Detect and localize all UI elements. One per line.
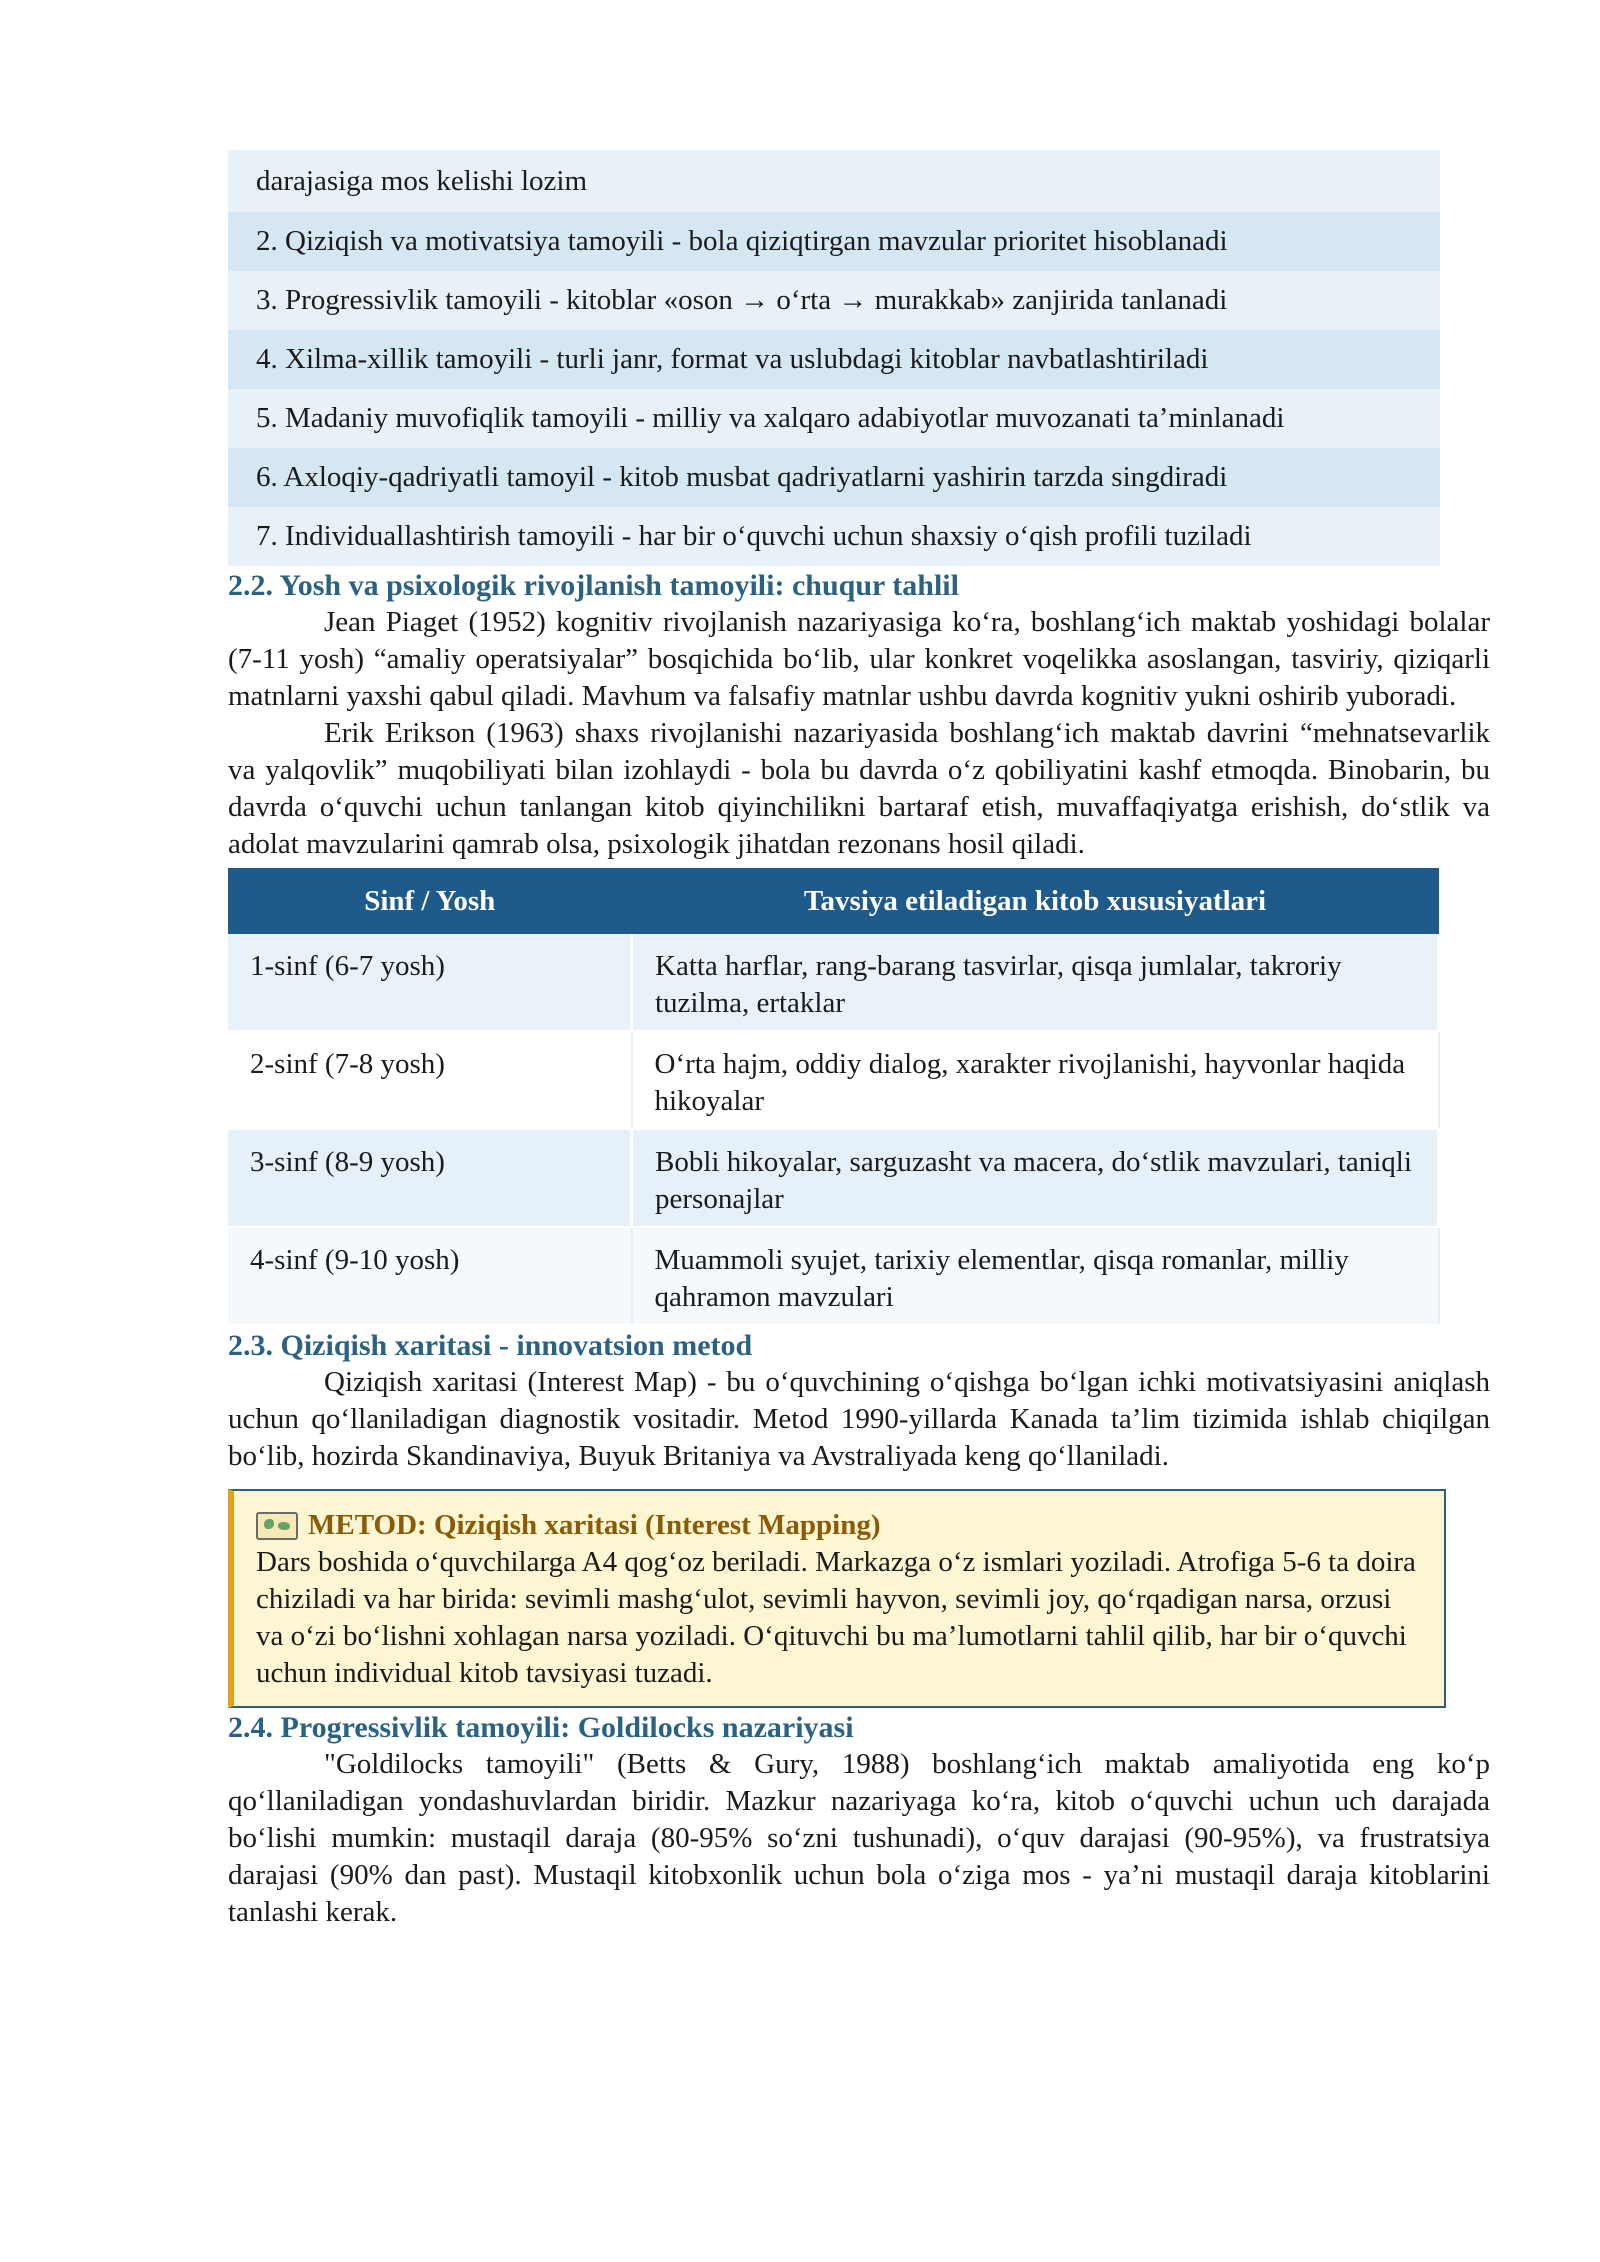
list-item: 4. Xilma-xillik tamoyili - turli janr, format va uslubdagi kitoblar navbatlashtiriladi: [228, 330, 1440, 389]
table-row: [228, 934, 1439, 1031]
paragraph-erikson: Erik Erikson (1963) shaxs rivojlanishi nazariyasida boshlang‘ich maktab davrini “mehnatsevarlik va yalqovlik” muqobiliyati bilan izohlaydi - bola bu davrda o‘z qobiliyatini kashf etmoqda. Binobarin, bu davrda o‘quvchi uchun tanlangan kitob qiyinchilikni bartaraf etish, muvaffaqiyatga erishish, do‘stlik va adolat mavzularini qamrab olsa, psixologik jihatdan rezonans hosil qiladi.: [228, 717, 1490, 860]
table-cell: 3-sinf (8-9 yosh): [228, 1129, 632, 1227]
list-item: darajasiga mos kelishi lozim: [228, 150, 1440, 212]
list-item: 5. Madaniy muvofiqlik tamoyili - milliy va xalqaro adabiyotlar muvozanati ta’minlanadi: [228, 389, 1440, 448]
section-heading-2-3: 2.3. Qiziqish xaritasi - innovatsion metod: [228, 1329, 753, 1362]
section-heading-2-2: 2.2. Yosh va psixologik rivojlanish tamoyili: chuqur tahlil: [228, 569, 959, 602]
table-row: [228, 1031, 1439, 1129]
table-cell: 4-sinf (9-10 yosh): [228, 1227, 632, 1325]
grade-table: [228, 868, 1440, 1326]
list-item: 6. Axloqiy-qadriyatli tamoyil - kitob musbat qadriyatlarni yashirin tarzda singdiradi: [228, 448, 1440, 507]
table-cell: 1-sinf (6-7 yosh): [228, 934, 632, 1031]
table-row: [228, 1227, 1439, 1325]
principles-list: [228, 150, 1440, 566]
list-item: 3. Progressivlik tamoyili - kitoblar «oson → o‘rta → murakkab» zanjirida tanlanadi: [228, 271, 1440, 330]
table-cell: Bobli hikoyalar, sarguzasht va macera, do‘stlik mavzulari, taniqli personajlar: [632, 1129, 1439, 1227]
document-page: [228, 150, 1490, 1931]
table-cell: 2-sinf (7-8 yosh): [228, 1031, 632, 1129]
method-title: [256, 1507, 1424, 1544]
list-item: 7. Individuallashtirish tamoyili - har bir o‘quvchi uchun shaxsiy o‘qish profili tuziladi: [228, 507, 1440, 566]
method-callout-box: [228, 1489, 1446, 1708]
method-text: Dars boshida o‘quvchilarga A4 qog‘oz beriladi. Markazga o‘z ismlari yoziladi. Atrofiga 5-6 ta doira chiziladi va har birida: sevimli mashg‘ulot, sevimli hayvon, sevimli joy, qo‘rqadigan narsa, orzusi va o‘zi bo‘lishni xohlagan narsa yoziladi. O‘qituvchi bu ma’lumotlarni tahlil qilib, har bir o‘quvchi uchun individual kitob tavsiyasi tuzadi.: [256, 1546, 1416, 1689]
list-item: 2. Qiziqish va motivatsiya tamoyili - bola qiziqtirgan mavzular prioritet hisoblanadi: [228, 212, 1440, 271]
paragraph-interest-map: Qiziqish xaritasi (Interest Map) - bu o‘quvchining o‘qishga bo‘lgan ichki motivatsiyasini aniqlash uchun qo‘llaniladigan diagnostik vositadir. Metod 1990-yillarda Kanada ta’lim tizimida ishlab chiqilgan bo‘lib, hozirda Skandinaviya, Buyuk Britaniya va Avstraliyada keng qo‘llaniladi.: [228, 1366, 1490, 1472]
column-header-grade: Sinf / Yosh: [228, 868, 632, 934]
column-header-features: Tavsiya etiladigan kitob xususiyatlari: [632, 868, 1439, 934]
table-cell: Muammoli syujet, tarixiy elementlar, qisqa romanlar, milliy qahramon mavzulari: [632, 1227, 1439, 1325]
section-heading-2-4: 2.4. Progressivlik tamoyili: Goldilocks nazariyasi: [228, 1711, 854, 1744]
paragraph-piaget: Jean Piaget (1952) kognitiv rivojlanish nazariyasiga ko‘ra, boshlang‘ich maktab yoshidagi bolalar (7-11 yosh) “amaliy operatsiyalar” bosqichida bo‘lib, ular konkret voqelikka asoslangan, tasviriy, qiziqarli matnlarni yaxshi qabul qiladi. Mavhum va falsafiy matnlar ushbu davrda kognitiv yukni oshirib yuboradi.: [228, 606, 1490, 712]
table-cell: O‘rta hajm, oddiy dialog, xarakter rivojlanishi, hayvonlar haqida hikoyalar: [632, 1031, 1439, 1129]
world-map-icon: [256, 1512, 298, 1540]
table-row: [228, 1129, 1439, 1227]
table-header-row: [228, 868, 1439, 934]
paragraph-goldilocks: "Goldilocks tamoyili" (Betts & Gury, 1988) boshlang‘ich maktab amaliyotida eng ko‘p qo‘llaniladigan yondashuvlardan biridir. Mazkur nazariyaga ko‘ra, kitob o‘quvchi uchun uch darajada bo‘lishi mumkin: mustaqil daraja (80-95% so‘zni tushunadi), o‘quv darajasi (90-95%), va frustratsiya darajasi (90% dan past). Mustaqil kitobxonlik uchun bola o‘ziga mos - ya’ni mustaqil daraja kitoblarini tanlashi kerak.: [228, 1748, 1490, 1928]
method-title-text: METOD: Qiziqish xaritasi (Interest Mapping): [308, 1509, 881, 1541]
table-cell: Katta harflar, rang-barang tasvirlar, qisqa jumlalar, takroriy tuzilma, ertaklar: [632, 934, 1439, 1031]
